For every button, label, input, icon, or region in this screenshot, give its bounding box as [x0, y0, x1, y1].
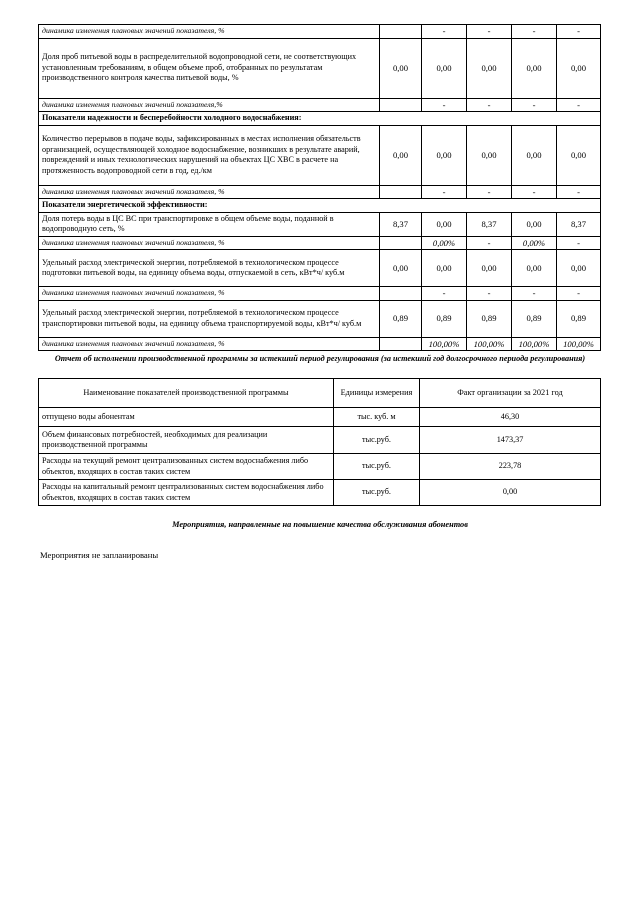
indicator-value: - — [467, 287, 512, 301]
measures-title: Мероприятия, направленные на повышение качества обслуживания абонентов — [172, 520, 468, 529]
indicator-row — [39, 125, 601, 185]
indicator-value: - — [422, 25, 467, 39]
indicator-value: - — [512, 25, 557, 39]
report-header-unit: Единицы измерения — [334, 379, 420, 408]
indicator-value: 100,00% — [512, 337, 557, 351]
indicator-value: - — [557, 25, 601, 39]
dynamics-row — [39, 287, 601, 301]
report-header-indicator: Наименование показателей производственной программы — [39, 379, 334, 408]
report-fact-value: 1473,37 — [420, 427, 601, 454]
indicator-value: - — [557, 236, 601, 250]
indicator-value: 0,00 — [467, 38, 512, 98]
indicator-value: - — [467, 25, 512, 39]
indicator-value: 0,89 — [380, 300, 422, 337]
indicator-value: - — [467, 98, 512, 112]
report-body — [39, 408, 601, 506]
indicator-value: 100,00% — [467, 337, 512, 351]
indicator-label: Количество перерывов в подаче воды, зафиксированных в местах исполнения обязательств организацией, осуществляющей холодное водоснабжение, возникших в результате аварий, повреждений и иных технологических нарушений на объектах ЦС ХВС в расчете на протяженность водопроводной сети в год, ед./км — [39, 125, 380, 185]
performance-indicators-body — [39, 25, 601, 351]
indicator-value: 0,00 — [467, 125, 512, 185]
indicator-value — [380, 185, 422, 199]
report-fact-value: 223,78 — [420, 454, 601, 480]
report-indicator-name: отпущено воды абонентам — [39, 408, 334, 427]
indicator-value: 0,00 — [557, 38, 601, 98]
indicator-value: 0,00 — [467, 250, 512, 287]
dynamics-row — [39, 98, 601, 112]
indicator-label: динамика изменения плановых значений показателя, % — [39, 337, 380, 351]
indicator-value: 0,00 — [422, 250, 467, 287]
indicator-value: - — [422, 287, 467, 301]
section-title: Показатели энергетической эффективности: — [39, 199, 601, 213]
indicator-value: - — [557, 98, 601, 112]
indicator-value: 0,89 — [557, 300, 601, 337]
report-row — [39, 427, 601, 454]
dynamics-row — [39, 337, 601, 351]
indicator-value — [380, 337, 422, 351]
section-header-row — [39, 199, 601, 213]
report-indicator-name: Объем финансовых потребностей, необходимых для реализации производственной программы — [39, 427, 334, 454]
indicator-row — [39, 212, 601, 236]
indicator-value: 0,00 — [512, 38, 557, 98]
indicator-value — [380, 98, 422, 112]
dynamics-row — [39, 25, 601, 39]
report-title: Отчет об исполнении производственной программы за истекший период регулирования (за истекший год долгосрочного периода регулирования) — [54, 354, 586, 363]
indicator-value: 0,89 — [422, 300, 467, 337]
report-header-fact: Факт организации за 2021 год — [420, 379, 601, 408]
indicator-value: - — [557, 287, 601, 301]
section-header-row — [39, 112, 601, 126]
indicator-value: 0,00% — [422, 236, 467, 250]
performance-indicators-table — [38, 24, 601, 351]
indicator-value: - — [557, 185, 601, 199]
indicator-value: 0,00 — [512, 250, 557, 287]
indicator-label: Удельный расход электрической энергии, потребляемой в технологическом процессе транспортировки питьевой воды, на единицу объема транспортируемой воды, кВт*ч/ куб.м — [39, 300, 380, 337]
indicator-value — [380, 25, 422, 39]
indicator-value: - — [512, 185, 557, 199]
report-row — [39, 480, 601, 506]
report-indicator-name: Расходы на текущий ремонт централизованных систем водоснабжения либо объектов, входящих в состав таких систем — [39, 454, 334, 480]
indicator-value: 0,00% — [512, 236, 557, 250]
indicator-value: 0,89 — [512, 300, 557, 337]
indicator-label: динамика изменения плановых значений показателя, % — [39, 287, 380, 301]
indicator-value: 0,00 — [380, 250, 422, 287]
indicator-value: - — [512, 287, 557, 301]
report-row — [39, 454, 601, 480]
indicator-row — [39, 38, 601, 98]
indicator-value: 8,37 — [380, 212, 422, 236]
indicator-label: Доля проб питьевой воды в распределительной водопроводной сети, не соответствующих установленным требованиям, в общем объеме проб, отобранных по результатам производственного контроля качества питьевой воды, % — [39, 38, 380, 98]
indicator-value: - — [512, 98, 557, 112]
dynamics-row — [39, 236, 601, 250]
indicator-value: - — [467, 236, 512, 250]
report-row — [39, 408, 601, 427]
indicator-label: динамика изменения плановых значений показателя,% — [39, 98, 380, 112]
indicator-value: 0,00 — [422, 212, 467, 236]
production-program-report-table — [38, 378, 601, 506]
dynamics-row — [39, 185, 601, 199]
indicator-row — [39, 250, 601, 287]
indicator-value — [380, 236, 422, 250]
indicator-value: 0,00 — [557, 250, 601, 287]
indicator-label: динамика изменения плановых значений показателя, % — [39, 236, 380, 250]
report-unit: тыс.руб. — [334, 480, 420, 506]
report-header-row — [39, 379, 601, 408]
indicator-label: динамика изменения плановых значений показателя, % — [39, 25, 380, 39]
indicator-label: Доля потерь воды в ЦС ВС при транспортировке в общем объеме воды, поданной в водопроводную сеть, % — [39, 212, 380, 236]
indicator-value: 8,37 — [557, 212, 601, 236]
report-unit: тыс.руб. — [334, 454, 420, 480]
indicator-value: 0,00 — [422, 38, 467, 98]
report-indicator-name: Расходы на капитальный ремонт централизованных систем водоснабжения либо объектов, входящих в состав таких систем — [39, 480, 334, 506]
indicator-value: - — [422, 185, 467, 199]
indicator-value — [380, 287, 422, 301]
indicator-value: 0,00 — [512, 125, 557, 185]
report-unit: тыс.руб. — [334, 427, 420, 454]
indicator-value: 0,00 — [422, 125, 467, 185]
indicator-row — [39, 300, 601, 337]
indicator-value: 0,89 — [467, 300, 512, 337]
indicator-label: динамика изменения плановых значений показателя, % — [39, 185, 380, 199]
indicator-value: - — [467, 185, 512, 199]
indicator-value: 100,00% — [557, 337, 601, 351]
measures-text: Мероприятия не запланированы — [40, 550, 159, 560]
indicator-value: 8,37 — [467, 212, 512, 236]
section-title: Показатели надежности и бесперебойности холодного водоснабжения: — [39, 112, 601, 126]
indicator-value: - — [422, 98, 467, 112]
indicator-value: 0,00 — [557, 125, 601, 185]
report-unit: тыс. куб. м — [334, 408, 420, 427]
indicator-value: 0,00 — [380, 125, 422, 185]
indicator-label: Удельный расход электрической энергии, потребляемой в технологическом процессе подготовки питьевой воды, на единицу объема воды, отпускаемой в сеть, кВт*ч/ куб.м — [39, 250, 380, 287]
indicator-value: 100,00% — [422, 337, 467, 351]
indicator-value: 0,00 — [512, 212, 557, 236]
indicator-value: 0,00 — [380, 38, 422, 98]
report-fact-value: 46,30 — [420, 408, 601, 427]
report-fact-value: 0,00 — [420, 480, 601, 506]
